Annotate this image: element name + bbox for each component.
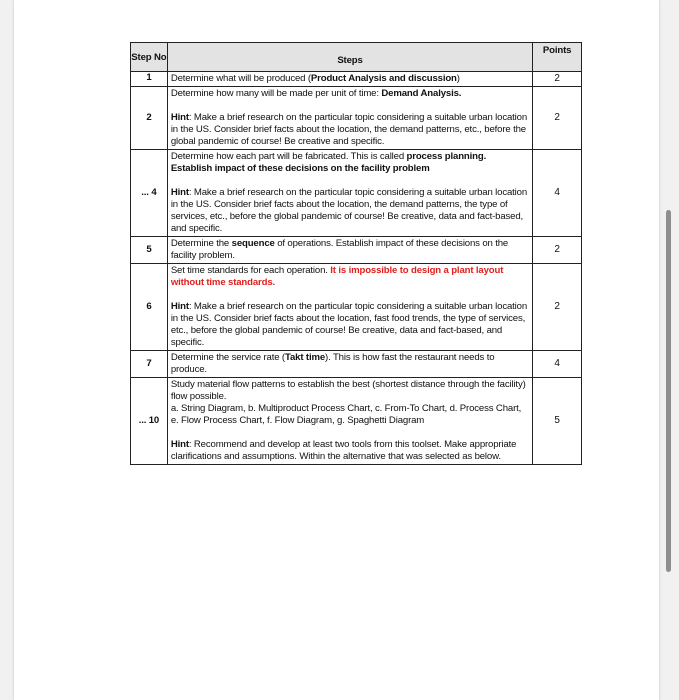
step-bold-text: sequence xyxy=(231,238,275,249)
step-description xyxy=(167,378,532,465)
step-points: 2 xyxy=(533,87,582,150)
step-description xyxy=(167,87,532,150)
step-bold-line: Establish impact of these decisions on the facility problem xyxy=(170,163,430,174)
step-bold-text: Demand Analysis. xyxy=(381,88,462,99)
step-description xyxy=(167,237,532,264)
step-description xyxy=(167,264,532,351)
step-bold-text: process planning. xyxy=(406,151,487,162)
step-number: ... 10 xyxy=(131,378,168,465)
hint-text: : Recommend and develop at least two tools from this toolset. Make appropriate clarifications and assumptions. Within the alternative that was selected as below. xyxy=(170,439,517,462)
hint-label: Hint xyxy=(170,301,189,312)
step-points: 2 xyxy=(533,264,582,351)
step-number: ... 4 xyxy=(131,150,168,237)
hint-label: Hint xyxy=(170,112,189,123)
table-row xyxy=(131,150,582,237)
step-number: 6 xyxy=(131,264,168,351)
hint-text: : Make a brief research on the particular topic considering a suitable urban location in the US. Consider brief facts about the location, the demand patterns, etc., before the global pandemic of course! Be creative and specific. xyxy=(170,112,528,147)
step-description xyxy=(167,351,532,378)
table-row xyxy=(131,72,582,87)
vertical-scrollbar[interactable] xyxy=(666,210,671,572)
table-row xyxy=(131,237,582,264)
table-row xyxy=(131,264,582,351)
step-text: Set time standards for each operation. xyxy=(170,265,331,276)
header-steps: Steps xyxy=(167,43,532,72)
hint-text: : Make a brief research on the particular topic considering a suitable urban location in the US. Consider brief facts about the location, fast food trends, the type of services, etc., before the global pandemic of course! Be creative, data and fact-based, and specific. xyxy=(170,301,528,348)
step-points: 4 xyxy=(533,351,582,378)
warning-text: It is impossible to design a plant layout without time standards. xyxy=(170,265,504,288)
step-points: 2 xyxy=(533,72,582,87)
step-text: ) xyxy=(456,73,460,84)
step-number: 2 xyxy=(131,87,168,150)
hint-label: Hint xyxy=(170,439,189,450)
step-bold-text: Takt time xyxy=(284,352,326,363)
hint-label: Hint xyxy=(170,187,189,198)
step-points: 4 xyxy=(533,150,582,237)
step-description xyxy=(167,72,532,87)
step-bold-text: Product Analysis and discussion xyxy=(310,73,457,84)
step-number: 5 xyxy=(131,237,168,264)
step-text: Determine the service rate ( xyxy=(170,352,285,363)
step-text: Determine how each part will be fabricated. This is called xyxy=(170,151,407,162)
step-text: Determine the xyxy=(170,238,232,249)
step-text: Determine what will be produced ( xyxy=(170,73,311,84)
step-description xyxy=(167,150,532,237)
step-points: 2 xyxy=(533,237,582,264)
step-points: 5 xyxy=(533,378,582,465)
tool-list-text: a. String Diagram, b. Multiproduct Process Chart, c. From-To Chart, d. Process Chart, e. Flow Process Chart, f. Flow Diagram, g. Spaghetti Diagram xyxy=(170,403,522,426)
header-step-no: Step No xyxy=(131,43,168,72)
step-text: Study material flow patterns to establish the best (shortest distance through the facility) flow possible. xyxy=(170,379,526,402)
hint-text: : Make a brief research on the particular topic considering a suitable urban location in the US. Consider brief facts about the location, the demand patterns, the type of services, etc., before the global pandemic of course! Be creative, data and fact-based, and specific. xyxy=(170,187,528,234)
step-text: Determine how many will be made per unit of time: xyxy=(170,88,382,99)
table-row xyxy=(131,351,582,378)
step-text: of operations. Establish impact of these decisions on the facility problem. xyxy=(170,238,509,261)
table-row xyxy=(131,87,582,150)
table-header-row xyxy=(131,43,582,72)
steps-table xyxy=(130,42,582,465)
step-number: 7 xyxy=(131,351,168,378)
table-row xyxy=(131,378,582,465)
header-points: Points xyxy=(533,43,582,72)
step-number: 1 xyxy=(131,72,168,87)
step-text: ). This is how fast the restaurant needs to produce. xyxy=(170,352,495,375)
